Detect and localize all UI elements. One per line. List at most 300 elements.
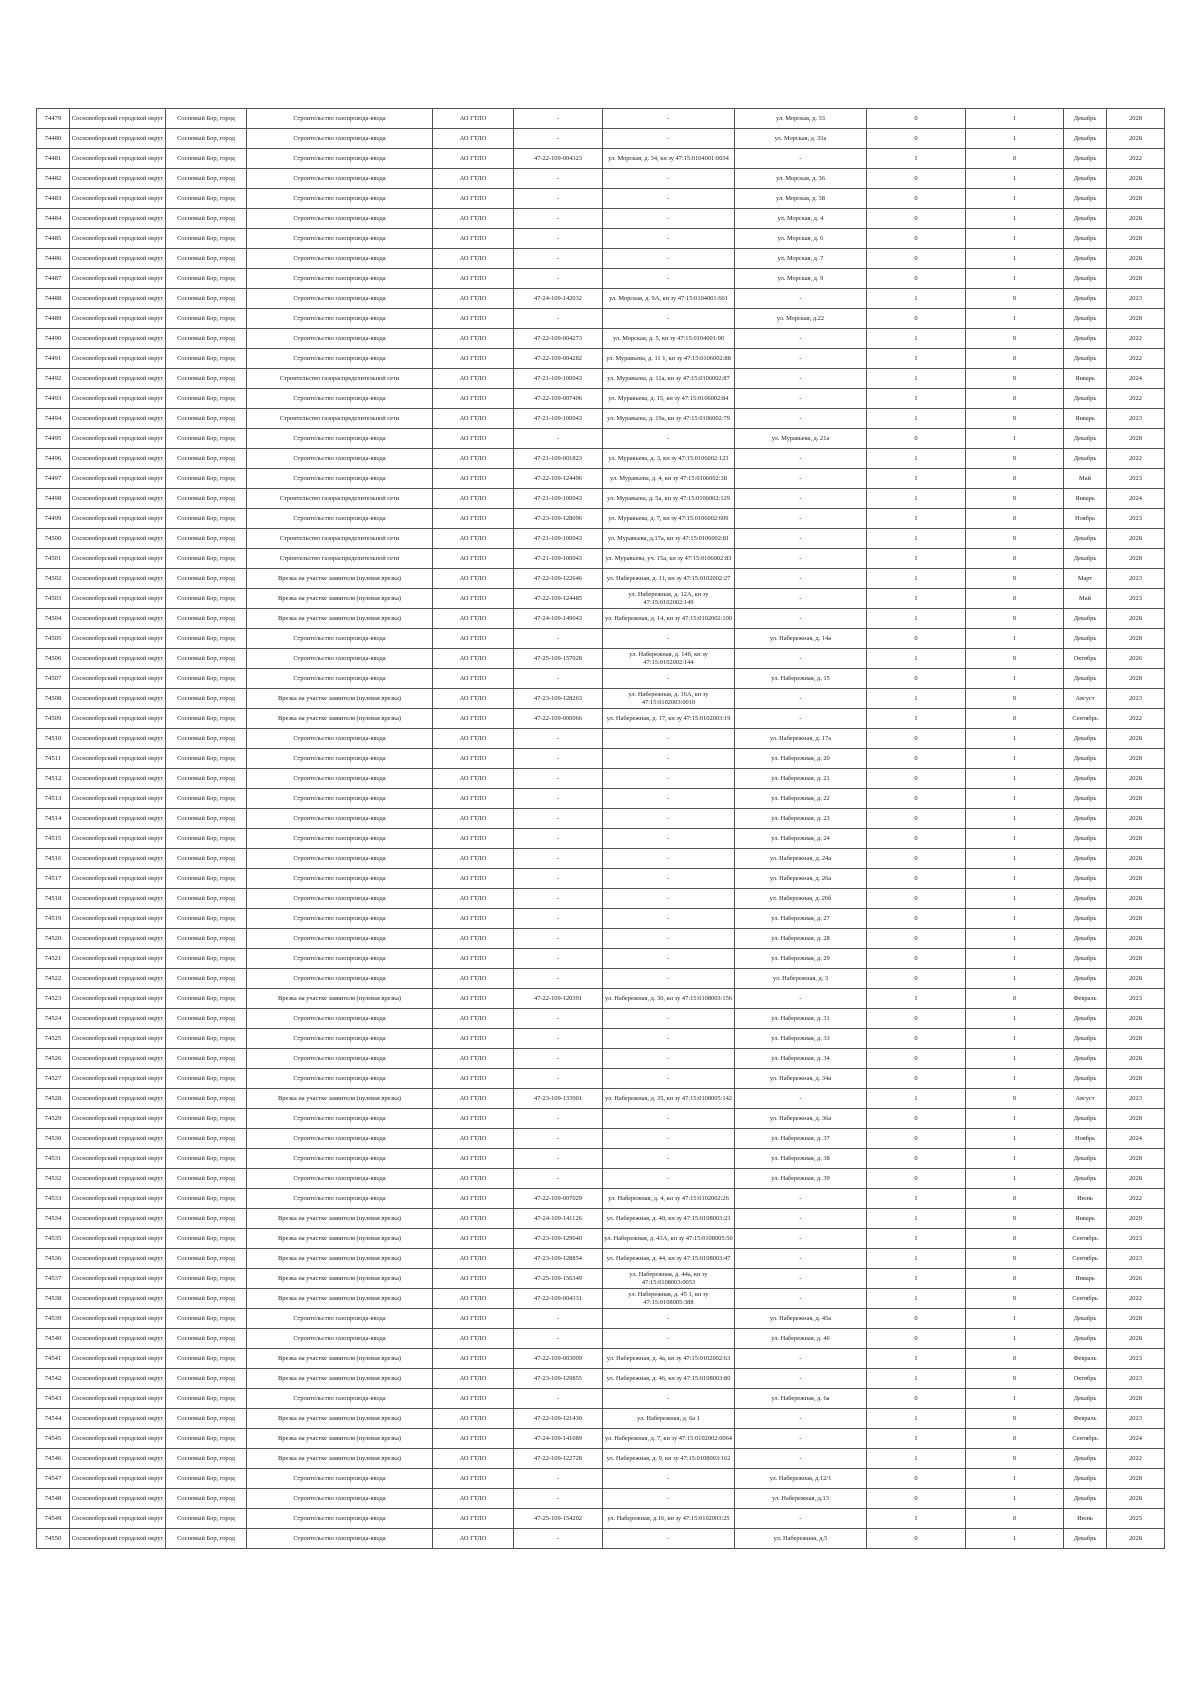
applicant-address-cell: ул. Муравьева, д. 5а, кн зу 47:15:0106002:129 bbox=[603, 489, 735, 509]
organization-cell: АО ГТЛО bbox=[433, 1129, 514, 1149]
record-id-cell: 74538 bbox=[37, 1289, 70, 1309]
year-cell: 2023 bbox=[1107, 1349, 1165, 1369]
flag-b-cell: 0 bbox=[966, 289, 1064, 309]
month-cell: Январь bbox=[1064, 409, 1107, 429]
flag-b-cell: 1 bbox=[966, 1009, 1064, 1029]
object-address-cell: ул. Набережная, д. 33 bbox=[735, 1029, 867, 1049]
work-type-cell: Врезка на участке заявителя (нулевая врезка) bbox=[247, 1089, 433, 1109]
object-address-cell: ул. Морская, д.22 bbox=[735, 309, 867, 329]
object-address-cell: ул. Набережная, д. 14а bbox=[735, 629, 867, 649]
district-cell: Сосновоборский городской округ bbox=[70, 249, 166, 269]
year-cell: 2028 bbox=[1107, 1169, 1165, 1189]
settlement-cell: Сосновый Бор, город bbox=[166, 1469, 247, 1489]
settlement-cell: Сосновый Бор, город bbox=[166, 1089, 247, 1109]
organization-cell: АО ГТЛО bbox=[433, 949, 514, 969]
applicant-address-cell: ул. Набережная, д. 17, кн зу 47:15:0102003:19 bbox=[603, 709, 735, 729]
applicant-address-cell: ул. Муравьева, д. 15, кн зу 47:15:0106002:84 bbox=[603, 389, 735, 409]
year-cell: 2028 bbox=[1107, 909, 1165, 929]
organization-cell: АО ГТЛО bbox=[433, 1209, 514, 1229]
flag-a-cell: 1 bbox=[867, 469, 966, 489]
work-type-cell: Строительство газопровода-ввода bbox=[247, 329, 433, 349]
table-row bbox=[37, 489, 1165, 509]
object-address-cell: - bbox=[735, 569, 867, 589]
district-cell: Сосновоборский городской округ bbox=[70, 669, 166, 689]
object-address-cell: ул. Морская, д. 36 bbox=[735, 169, 867, 189]
contract-number-cell: - bbox=[514, 849, 603, 869]
organization-cell: АО ГТЛО bbox=[433, 209, 514, 229]
flag-b-cell: 0 bbox=[966, 1289, 1064, 1309]
flag-a-cell: 1 bbox=[867, 449, 966, 469]
flag-a-cell: 0 bbox=[867, 949, 966, 969]
settlement-cell: Сосновый Бор, город bbox=[166, 249, 247, 269]
flag-b-cell: 0 bbox=[966, 349, 1064, 369]
object-address-cell: - bbox=[735, 1269, 867, 1289]
applicant-address-cell: - bbox=[603, 1029, 735, 1049]
flag-b-cell: 0 bbox=[966, 389, 1064, 409]
year-cell: 2023 bbox=[1107, 569, 1165, 589]
district-cell: Сосновоборский городской округ bbox=[70, 769, 166, 789]
flag-b-cell: 0 bbox=[966, 1369, 1064, 1389]
work-type-cell: Строительство газопровода-ввода bbox=[247, 889, 433, 909]
district-cell: Сосновоборский городской округ bbox=[70, 1349, 166, 1369]
table-row bbox=[37, 289, 1165, 309]
year-cell: 2028 bbox=[1107, 1489, 1165, 1509]
object-address-cell: ул. Набережная, д. 22 bbox=[735, 789, 867, 809]
organization-cell: АО ГТЛО bbox=[433, 429, 514, 449]
applicant-address-cell: ул. Муравьева, д. 11а, кн зу 47:15:0106002:87 bbox=[603, 369, 735, 389]
object-address-cell: ул. Набережная, д. 31 bbox=[735, 1009, 867, 1029]
applicant-address-cell: ул. Муравьева, уч. 15а, кн зу 47:15:0106002:83 bbox=[603, 549, 735, 569]
year-cell: 2025 bbox=[1107, 1509, 1165, 1529]
work-type-cell: Строительство газопровода-ввода bbox=[247, 289, 433, 309]
record-id-cell: 74491 bbox=[37, 349, 70, 369]
table-row bbox=[37, 1329, 1165, 1349]
object-address-cell: - bbox=[735, 489, 867, 509]
district-cell: Сосновоборский городской округ bbox=[70, 369, 166, 389]
settlement-cell: Сосновый Бор, город bbox=[166, 169, 247, 189]
month-cell: Декабрь bbox=[1064, 1469, 1107, 1489]
settlement-cell: Сосновый Бор, город bbox=[166, 569, 247, 589]
object-address-cell: ул. Набережная, д.13 bbox=[735, 1489, 867, 1509]
applicant-address-cell: ул. Набережная, д. 16А, кн зу 47:15:0102003:0010 bbox=[603, 689, 735, 709]
settlement-cell: Сосновый Бор, город bbox=[166, 1129, 247, 1149]
flag-b-cell: 1 bbox=[966, 1109, 1064, 1129]
flag-a-cell: 1 bbox=[867, 149, 966, 169]
year-cell: 2028 bbox=[1107, 789, 1165, 809]
flag-a-cell: 0 bbox=[867, 169, 966, 189]
settlement-cell: Сосновый Бор, город bbox=[166, 729, 247, 749]
table-row bbox=[37, 1269, 1165, 1289]
month-cell: Декабрь bbox=[1064, 809, 1107, 829]
month-cell: Декабрь bbox=[1064, 849, 1107, 869]
contract-number-cell: 47-22-109-124496 bbox=[514, 469, 603, 489]
district-cell: Сосновоборский городской округ bbox=[70, 269, 166, 289]
table-row bbox=[37, 869, 1165, 889]
year-cell: 2028 bbox=[1107, 529, 1165, 549]
month-cell: Январь bbox=[1064, 1269, 1107, 1289]
organization-cell: АО ГТЛО bbox=[433, 149, 514, 169]
work-type-cell: Строительство газопровода-ввода bbox=[247, 269, 433, 289]
object-address-cell: - bbox=[735, 649, 867, 669]
organization-cell: АО ГТЛО bbox=[433, 749, 514, 769]
district-cell: Сосновоборский городской округ bbox=[70, 1529, 166, 1549]
settlement-cell: Сосновый Бор, город bbox=[166, 149, 247, 169]
contract-number-cell: - bbox=[514, 249, 603, 269]
organization-cell: АО ГТЛО bbox=[433, 1089, 514, 1109]
object-address-cell: - bbox=[735, 549, 867, 569]
contract-number-cell: - bbox=[514, 829, 603, 849]
settlement-cell: Сосновый Бор, город bbox=[166, 1409, 247, 1429]
settlement-cell: Сосновый Бор, город bbox=[166, 1209, 247, 1229]
work-type-cell: Строительство газопровода-ввода bbox=[247, 309, 433, 329]
applicant-address-cell: - bbox=[603, 829, 735, 849]
organization-cell: АО ГТЛО bbox=[433, 649, 514, 669]
contract-number-cell: - bbox=[514, 229, 603, 249]
month-cell: Декабрь bbox=[1064, 1149, 1107, 1169]
applicant-address-cell: - bbox=[603, 1469, 735, 1489]
month-cell: Сентябрь bbox=[1064, 1289, 1107, 1309]
district-cell: Сосновоборский городской округ bbox=[70, 1409, 166, 1429]
flag-b-cell: 1 bbox=[966, 1029, 1064, 1049]
settlement-cell: Сосновый Бор, город bbox=[166, 1189, 247, 1209]
contract-number-cell: 47-22-109-120391 bbox=[514, 989, 603, 1009]
record-id-cell: 74486 bbox=[37, 249, 70, 269]
flag-a-cell: 0 bbox=[867, 1469, 966, 1489]
applicant-address-cell: ул. Муравьева, д. 19а, кн зу 47:15:0106002:79 bbox=[603, 409, 735, 429]
contract-number-cell: - bbox=[514, 949, 603, 969]
district-cell: Сосновоборский городской округ bbox=[70, 989, 166, 1009]
object-address-cell: - bbox=[735, 149, 867, 169]
month-cell: Декабрь bbox=[1064, 189, 1107, 209]
district-cell: Сосновоборский городской округ bbox=[70, 1509, 166, 1529]
object-address-cell: - bbox=[735, 529, 867, 549]
table-row bbox=[37, 309, 1165, 329]
settlement-cell: Сосновый Бор, город bbox=[166, 1109, 247, 1129]
flag-a-cell: 1 bbox=[867, 529, 966, 549]
contract-number-cell: 47-22-109-122646 bbox=[514, 569, 603, 589]
object-address-cell: - bbox=[735, 1089, 867, 1109]
flag-a-cell: 1 bbox=[867, 989, 966, 1009]
record-id-cell: 74550 bbox=[37, 1529, 70, 1549]
flag-a-cell: 0 bbox=[867, 769, 966, 789]
object-address-cell: ул. Набережная, д. 6а bbox=[735, 1389, 867, 1409]
contract-number-cell: - bbox=[514, 1169, 603, 1189]
table-row bbox=[37, 1029, 1165, 1049]
flag-a-cell: 0 bbox=[867, 1309, 966, 1329]
contract-number-cell: - bbox=[514, 309, 603, 329]
flag-a-cell: 1 bbox=[867, 1429, 966, 1449]
contract-number-cell: - bbox=[514, 109, 603, 129]
flag-a-cell: 1 bbox=[867, 1229, 966, 1249]
district-cell: Сосновоборский городской округ bbox=[70, 929, 166, 949]
object-address-cell: ул. Морская, д. 33а bbox=[735, 129, 867, 149]
district-cell: Сосновоборский городской округ bbox=[70, 809, 166, 829]
work-type-cell: Строительство газопровода-ввода bbox=[247, 169, 433, 189]
object-address-cell: - bbox=[735, 369, 867, 389]
object-address-cell: - bbox=[735, 1409, 867, 1429]
contract-number-cell: - bbox=[514, 769, 603, 789]
organization-cell: АО ГТЛО bbox=[433, 1169, 514, 1189]
contract-number-cell: 47-23-109-129040 bbox=[514, 1229, 603, 1249]
district-cell: Сосновоборский городской округ bbox=[70, 449, 166, 469]
applicant-address-cell: - bbox=[603, 849, 735, 869]
year-cell: 2028 bbox=[1107, 549, 1165, 569]
work-type-cell: Строительство газопровода-ввода bbox=[247, 669, 433, 689]
gasification-table bbox=[36, 108, 1165, 1549]
settlement-cell: Сосновый Бор, город bbox=[166, 1529, 247, 1549]
record-id-cell: 74483 bbox=[37, 189, 70, 209]
object-address-cell: - bbox=[735, 1249, 867, 1269]
applicant-address-cell: - bbox=[603, 1329, 735, 1349]
organization-cell: АО ГТЛО bbox=[433, 849, 514, 869]
record-id-cell: 74528 bbox=[37, 1089, 70, 1109]
flag-b-cell: 0 bbox=[966, 649, 1064, 669]
contract-number-cell: 47-21-109-100043 bbox=[514, 529, 603, 549]
month-cell: Сентябрь bbox=[1064, 1229, 1107, 1249]
flag-b-cell: 1 bbox=[966, 729, 1064, 749]
year-cell: 2028 bbox=[1107, 809, 1165, 829]
organization-cell: АО ГТЛО bbox=[433, 309, 514, 329]
object-address-cell: ул. Морская, д. 6 bbox=[735, 229, 867, 249]
record-id-cell: 74481 bbox=[37, 149, 70, 169]
district-cell: Сосновоборский городской округ bbox=[70, 349, 166, 369]
table-row bbox=[37, 969, 1165, 989]
organization-cell: АО ГТЛО bbox=[433, 129, 514, 149]
flag-b-cell: 1 bbox=[966, 129, 1064, 149]
flag-a-cell: 1 bbox=[867, 609, 966, 629]
organization-cell: АО ГТЛО bbox=[433, 529, 514, 549]
record-id-cell: 74534 bbox=[37, 1209, 70, 1229]
record-id-cell: 74544 bbox=[37, 1409, 70, 1429]
applicant-address-cell: - bbox=[603, 1009, 735, 1029]
year-cell: 2023 bbox=[1107, 689, 1165, 709]
flag-b-cell: 1 bbox=[966, 429, 1064, 449]
work-type-cell: Строительство газопровода-ввода bbox=[247, 1169, 433, 1189]
flag-b-cell: 1 bbox=[966, 1149, 1064, 1169]
year-cell: 2023 bbox=[1107, 509, 1165, 529]
organization-cell: АО ГТЛО bbox=[433, 1289, 514, 1309]
flag-b-cell: 0 bbox=[966, 1209, 1064, 1229]
month-cell: Февраль bbox=[1064, 989, 1107, 1009]
record-id-cell: 74537 bbox=[37, 1269, 70, 1289]
table-row bbox=[37, 349, 1165, 369]
object-address-cell: ул. Набережная, д. 46 bbox=[735, 1329, 867, 1349]
year-cell: 2022 bbox=[1107, 449, 1165, 469]
table-row bbox=[37, 249, 1165, 269]
work-type-cell: Строительство газопровода-ввода bbox=[247, 849, 433, 869]
organization-cell: АО ГТЛО bbox=[433, 369, 514, 389]
settlement-cell: Сосновый Бор, город bbox=[166, 129, 247, 149]
record-id-cell: 74502 bbox=[37, 569, 70, 589]
district-cell: Сосновоборский городской округ bbox=[70, 709, 166, 729]
object-address-cell: ул. Набережная, д.12/1 bbox=[735, 1469, 867, 1489]
year-cell: 2028 bbox=[1107, 209, 1165, 229]
district-cell: Сосновоборский городской округ bbox=[70, 1489, 166, 1509]
contract-number-cell: 47-24-109-142032 bbox=[514, 289, 603, 309]
object-address-cell: ул. Морская, д. 33 bbox=[735, 109, 867, 129]
flag-a-cell: 0 bbox=[867, 629, 966, 649]
month-cell: Декабрь bbox=[1064, 1069, 1107, 1089]
flag-a-cell: 1 bbox=[867, 1189, 966, 1209]
flag-b-cell: 1 bbox=[966, 229, 1064, 249]
settlement-cell: Сосновый Бор, город bbox=[166, 449, 247, 469]
flag-b-cell: 0 bbox=[966, 609, 1064, 629]
settlement-cell: Сосновый Бор, город bbox=[166, 769, 247, 789]
record-id-cell: 74511 bbox=[37, 749, 70, 769]
month-cell: Декабрь bbox=[1064, 249, 1107, 269]
year-cell: 2028 bbox=[1107, 949, 1165, 969]
year-cell: 2024 bbox=[1107, 1129, 1165, 1149]
settlement-cell: Сосновый Бор, город bbox=[166, 829, 247, 849]
applicant-address-cell: ул. Набережная, д. 30, кн зу 47:15:0108003:156 bbox=[603, 989, 735, 1009]
flag-b-cell: 0 bbox=[966, 1509, 1064, 1529]
settlement-cell: Сосновый Бор, город bbox=[166, 1449, 247, 1469]
settlement-cell: Сосновый Бор, город bbox=[166, 1329, 247, 1349]
flag-a-cell: 0 bbox=[867, 809, 966, 829]
month-cell: Декабрь bbox=[1064, 389, 1107, 409]
district-cell: Сосновоборский городской округ bbox=[70, 1069, 166, 1089]
settlement-cell: Сосновый Бор, город bbox=[166, 969, 247, 989]
flag-b-cell: 1 bbox=[966, 889, 1064, 909]
month-cell: Декабрь bbox=[1064, 349, 1107, 369]
work-type-cell: Строительство газопровода-ввода bbox=[247, 249, 433, 269]
applicant-address-cell: - bbox=[603, 729, 735, 749]
contract-number-cell: - bbox=[514, 1009, 603, 1029]
object-address-cell: - bbox=[735, 409, 867, 429]
flag-a-cell: 1 bbox=[867, 689, 966, 709]
flag-a-cell: 1 bbox=[867, 1509, 966, 1529]
contract-number-cell: - bbox=[514, 189, 603, 209]
table-row bbox=[37, 1429, 1165, 1449]
organization-cell: АО ГТЛО bbox=[433, 589, 514, 609]
table-row bbox=[37, 669, 1165, 689]
applicant-address-cell: - bbox=[603, 1149, 735, 1169]
object-address-cell: ул. Набережная, д. 17а bbox=[735, 729, 867, 749]
flag-b-cell: 0 bbox=[966, 469, 1064, 489]
flag-a-cell: 0 bbox=[867, 1529, 966, 1549]
table-row bbox=[37, 169, 1165, 189]
object-address-cell: ул. Набережная, д. 28 bbox=[735, 929, 867, 949]
flag-a-cell: 0 bbox=[867, 1329, 966, 1349]
applicant-address-cell: - bbox=[603, 889, 735, 909]
work-type-cell: Строительство газопровода-ввода bbox=[247, 189, 433, 209]
district-cell: Сосновоборский городской округ bbox=[70, 129, 166, 149]
district-cell: Сосновоборский городской округ bbox=[70, 949, 166, 969]
flag-a-cell: 0 bbox=[867, 789, 966, 809]
month-cell: Декабрь bbox=[1064, 289, 1107, 309]
work-type-cell: Строительство газопровода-ввода bbox=[247, 969, 433, 989]
table-row bbox=[37, 109, 1165, 129]
record-id-cell: 74524 bbox=[37, 1009, 70, 1029]
flag-a-cell: 0 bbox=[867, 1169, 966, 1189]
work-type-cell: Врезка на участке заявителя (нулевая врезка) bbox=[247, 1229, 433, 1249]
record-id-cell: 74509 bbox=[37, 709, 70, 729]
flag-b-cell: 1 bbox=[966, 189, 1064, 209]
district-cell: Сосновоборский городской округ bbox=[70, 569, 166, 589]
contract-number-cell: - bbox=[514, 1469, 603, 1489]
year-cell: 2022 bbox=[1107, 1289, 1165, 1309]
organization-cell: АО ГТЛО bbox=[433, 709, 514, 729]
work-type-cell: Врезка на участке заявителя (нулевая врезка) bbox=[247, 569, 433, 589]
district-cell: Сосновоборский городской округ bbox=[70, 1089, 166, 1109]
object-address-cell: ул. Набережная, д. 27 bbox=[735, 909, 867, 929]
district-cell: Сосновоборский городской округ bbox=[70, 1229, 166, 1249]
table-row bbox=[37, 409, 1165, 429]
contract-number-cell: - bbox=[514, 729, 603, 749]
work-type-cell: Строительство газопровода-ввода bbox=[247, 1009, 433, 1029]
record-id-cell: 74519 bbox=[37, 909, 70, 929]
month-cell: Декабрь bbox=[1064, 889, 1107, 909]
work-type-cell: Врезка на участке заявителя (нулевая врезка) bbox=[247, 689, 433, 709]
table-row bbox=[37, 609, 1165, 629]
year-cell: 2028 bbox=[1107, 1309, 1165, 1329]
year-cell: 2028 bbox=[1107, 1109, 1165, 1129]
contract-number-cell: - bbox=[514, 1109, 603, 1129]
month-cell: Декабрь bbox=[1064, 1529, 1107, 1549]
flag-a-cell: 0 bbox=[867, 249, 966, 269]
record-id-cell: 74543 bbox=[37, 1389, 70, 1409]
flag-b-cell: 1 bbox=[966, 1469, 1064, 1489]
work-type-cell: Строительство газопровода-ввода bbox=[247, 149, 433, 169]
year-cell: 2022 bbox=[1107, 349, 1165, 369]
work-type-cell: Строительство газопровода-ввода bbox=[247, 1109, 433, 1129]
district-cell: Сосновоборский городской округ bbox=[70, 909, 166, 929]
district-cell: Сосновоборский городской округ bbox=[70, 609, 166, 629]
record-id-cell: 74541 bbox=[37, 1349, 70, 1369]
settlement-cell: Сосновый Бор, город bbox=[166, 309, 247, 329]
month-cell: Декабрь bbox=[1064, 1489, 1107, 1509]
contract-number-cell: 47-22-109-000066 bbox=[514, 709, 603, 729]
month-cell: Декабрь bbox=[1064, 869, 1107, 889]
work-type-cell: Строительство газораспределительной сети bbox=[247, 489, 433, 509]
flag-b-cell: 0 bbox=[966, 329, 1064, 349]
table-row bbox=[37, 269, 1165, 289]
applicant-address-cell: - bbox=[603, 129, 735, 149]
month-cell: Декабрь bbox=[1064, 449, 1107, 469]
applicant-address-cell: - bbox=[603, 669, 735, 689]
flag-b-cell: 1 bbox=[966, 1049, 1064, 1069]
organization-cell: АО ГТЛО bbox=[433, 549, 514, 569]
table-row bbox=[37, 1349, 1165, 1369]
work-type-cell: Строительство газораспределительной сети bbox=[247, 529, 433, 549]
organization-cell: АО ГТЛО bbox=[433, 1369, 514, 1389]
flag-b-cell: 0 bbox=[966, 569, 1064, 589]
record-id-cell: 74487 bbox=[37, 269, 70, 289]
table-row bbox=[37, 1089, 1165, 1109]
year-cell: 2028 bbox=[1107, 1069, 1165, 1089]
table-row bbox=[37, 929, 1165, 949]
organization-cell: АО ГТЛО bbox=[433, 1349, 514, 1369]
settlement-cell: Сосновый Бор, город bbox=[166, 389, 247, 409]
object-address-cell: ул. Набережная, д. 21 bbox=[735, 769, 867, 789]
flag-a-cell: 0 bbox=[867, 1129, 966, 1149]
year-cell: 2028 bbox=[1107, 309, 1165, 329]
object-address-cell: - bbox=[735, 289, 867, 309]
work-type-cell: Строительство газопровода-ввода bbox=[247, 109, 433, 129]
record-id-cell: 74532 bbox=[37, 1169, 70, 1189]
year-cell: 2028 bbox=[1107, 189, 1165, 209]
table-row bbox=[37, 369, 1165, 389]
flag-a-cell: 0 bbox=[867, 1109, 966, 1129]
district-cell: Сосновоборский городской округ bbox=[70, 1009, 166, 1029]
object-address-cell: ул. Набережная, д. 20 bbox=[735, 749, 867, 769]
month-cell: Ноябрь bbox=[1064, 509, 1107, 529]
object-address-cell: ул. Набережная, д. 34 bbox=[735, 1049, 867, 1069]
applicant-address-cell: - bbox=[603, 229, 735, 249]
flag-b-cell: 0 bbox=[966, 529, 1064, 549]
month-cell: Декабрь bbox=[1064, 1309, 1107, 1329]
organization-cell: АО ГТЛО bbox=[433, 1469, 514, 1489]
